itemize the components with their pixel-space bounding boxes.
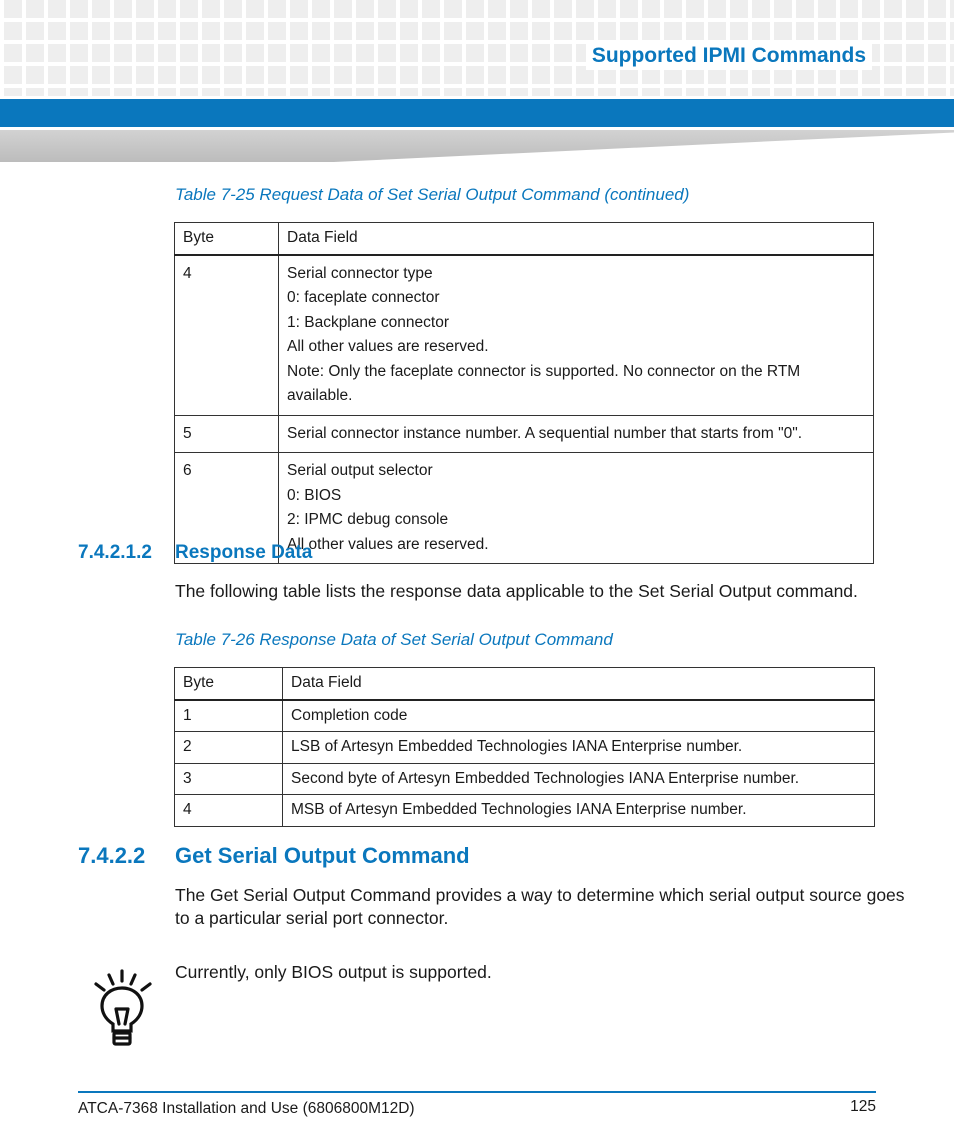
- lightbulb-icon: [92, 968, 156, 1052]
- table1-field-line: 0: BIOS: [287, 486, 342, 504]
- header-blue-bar: [0, 99, 954, 127]
- section2-number: 7.4.2.2: [78, 843, 146, 868]
- note-text: Currently, only BIOS output is supported.: [175, 962, 492, 982]
- table-row: [175, 255, 874, 416]
- section1-title: Response Data: [175, 542, 313, 563]
- table1-cell-field: [279, 415, 874, 453]
- table2-cell-byte: 4: [175, 795, 283, 827]
- table1-header-row: [175, 223, 874, 255]
- table2-cell-byte: 3: [175, 763, 283, 795]
- table-row: [175, 795, 875, 827]
- table2-header-byte: Byte: [175, 668, 283, 700]
- table1-field-line: All other values are reserved.: [287, 338, 489, 355]
- table1-cell-byte: 5: [175, 415, 279, 453]
- section2-title: Get Serial Output Command: [175, 843, 470, 868]
- section1-number: 7.4.2.1.2: [78, 542, 152, 563]
- table2-cell-byte: 2: [175, 732, 283, 764]
- table1-field-line: Serial connector type: [287, 264, 433, 282]
- table2-cell-field: LSB of Artesyn Embedded Technologies IANA Enterprise number.: [283, 732, 875, 764]
- table1-field-line: 0: faceplate connector: [287, 289, 440, 306]
- table1-caption: Table 7-25 Request Data of Set Serial Output Command (continued): [175, 185, 690, 204]
- table2-header-field: Data Field: [283, 668, 875, 700]
- table1-field-line: 1: Backplane connector: [287, 313, 449, 331]
- table-row: [175, 415, 874, 453]
- table1-header-field: Data Field: [279, 223, 874, 255]
- page-header-title: Supported IPMI Commands: [586, 42, 872, 70]
- table2: [174, 667, 875, 827]
- table1-field-line: 2: IPMC debug console: [287, 511, 449, 528]
- table2-caption: Table 7-26 Response Data of Set Serial Output Command: [175, 630, 613, 649]
- table2-cell-field: Completion code: [283, 700, 875, 732]
- section2-text-line2: to a particular serial port connector.: [175, 908, 449, 928]
- table1: [174, 222, 874, 564]
- table1-cell-byte: 4: [175, 255, 279, 416]
- table1-field-line: All other values are reserved.: [287, 535, 489, 553]
- footer-divider: [78, 1091, 876, 1093]
- section1-text: The following table lists the response data applicable to the Set Serial Output command.: [175, 581, 858, 601]
- table1-field-line: Serial output selector: [287, 462, 433, 479]
- table1-cell-byte: 6: [175, 453, 279, 564]
- table2-cell-field: MSB of Artesyn Embedded Technologies IANA Enterprise number.: [283, 795, 875, 827]
- table-row: [175, 763, 875, 795]
- table2-cell-field: Second byte of Artesyn Embedded Technologies IANA Enterprise number.: [283, 763, 875, 795]
- table1-field-line: Note: Only the faceplate connector is supported. No connector on the RTM available.: [287, 362, 801, 404]
- footer-doc-title: ATCA-7368 Installation and Use (6806800M12D): [78, 1100, 415, 1117]
- table2-header-row: [175, 668, 875, 700]
- header-grey-swoosh: [0, 130, 954, 162]
- table1-cell-field: [279, 255, 874, 416]
- table1-header-byte: Byte: [175, 223, 279, 255]
- table1-cell-field: [279, 453, 874, 564]
- section2-text-line1: The Get Serial Output Command provides a way to determine which serial output source goes: [175, 885, 905, 905]
- footer-page-number: 125: [850, 1098, 876, 1115]
- table-row: [175, 732, 875, 764]
- table1-field-line: Serial connector instance number. A sequential number that starts from "0".: [287, 424, 803, 442]
- table-row: [175, 700, 875, 732]
- table2-cell-byte: 1: [175, 700, 283, 732]
